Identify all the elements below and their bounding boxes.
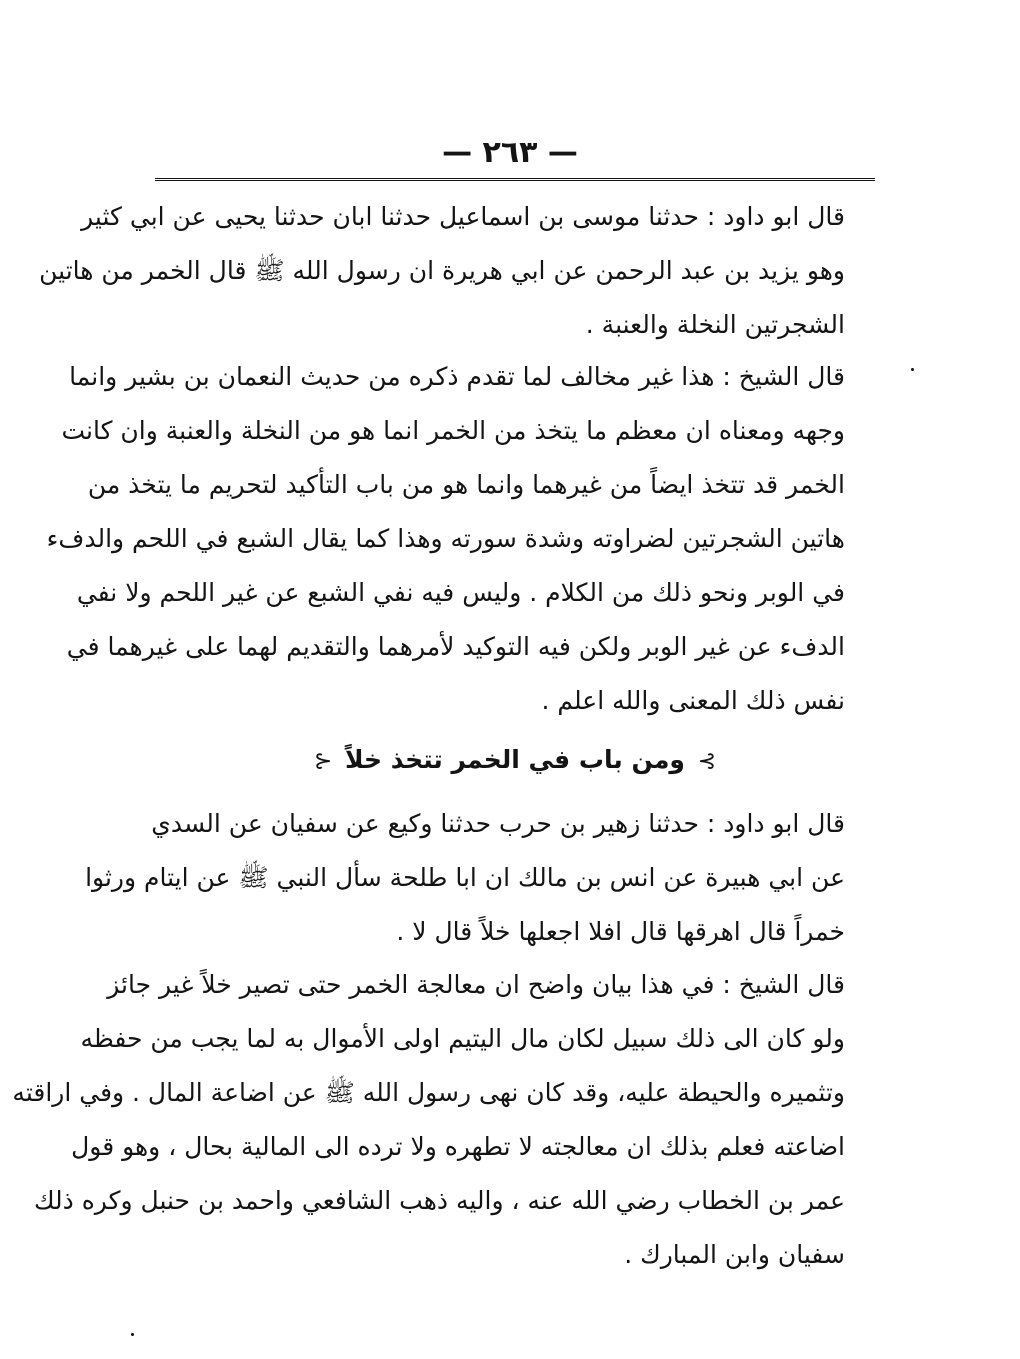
text-line: وجهه ومعناه ان معظم ما يتخذ من الخمر انما هو من النخلة والعنبة وان كانت: [61, 416, 845, 445]
text-line: وهو يزيد بن عبد الرحمن عن ابي هريرة ان رسول الله ﷺ قال الخمر من هاتين: [39, 256, 845, 285]
ornament-right-icon: ⊱: [697, 749, 717, 774]
chapter-heading: [155, 735, 875, 787]
paragraph-hadith-1: [39, 190, 845, 352]
text-line: خمراً قال اهرقها قال افلا اجعلها خلاً قال لا .: [396, 917, 845, 946]
paragraph-commentary-1: [46, 350, 845, 728]
text-line: الشجرتين النخلة والعنبة .: [585, 310, 845, 339]
text-line: اضاعته فعلم بذلك ان معالجته لا تطهره ولا ترده الى المالية بحال ، وهو قول: [71, 1132, 845, 1161]
page-number: — ٢٦٣ —: [442, 135, 578, 170]
text-line: ولو كان الى ذلك سبيل لكان مال اليتيم اولى الأموال به لما يجب من حفظه: [80, 1024, 845, 1053]
text-line: قال ابو داود : حدثنا زهير بن حرب حدثنا وكيع عن سفيان عن السدي: [151, 809, 845, 838]
text-line: قال الشيخ : في هذا بيان واضح ان معالجة الخمر حتى تصير خلاً غير جائز: [107, 970, 845, 999]
text-line: قال ابو داود : حدثنا موسى بن اسماعيل حدثنا ابان حدثنا يحيى عن ابي كثير: [81, 202, 845, 231]
text-line: سفيان وابن المبارك .: [624, 1240, 845, 1269]
text-line: قال الشيخ : هذا غير مخالف لما تقدم ذكره من حديث النعمان بن بشير وانما: [69, 362, 845, 391]
ornament-left-icon: ⊰: [313, 749, 333, 774]
paragraph-commentary-2: [12, 958, 845, 1282]
scan-speck: [131, 1333, 134, 1336]
text-line: هاتين الشجرتين لضراوته وشدة سورته وهذا كما يقال الشبع في اللحم والدفء: [46, 524, 845, 553]
paragraph-hadith-2: [85, 797, 845, 959]
text-line: وتثميره والحيطة عليه، وقد كان نهى رسول الله ﷺ عن اضاعة المال . وفي اراقته: [12, 1078, 845, 1107]
header-rule: [155, 178, 875, 181]
text-line: في الوبر ونحو ذلك من الكلام . وليس فيه نفي الشبع عن غير اللحم ولا نفي: [76, 578, 845, 607]
text-line: الخمر قد تتخذ ايضاً من غيرهما وانما هو من باب التأكيد لتحريم ما يتخذ من: [87, 470, 845, 499]
text-line: الدفء عن غير الوبر ولكن فيه التوكيد لأمرهما والتقديم لهما على غيرهما في: [66, 632, 845, 661]
chapter-title: ومن باب في الخمر تتخذ خلاً: [345, 745, 685, 774]
text-line: عمر بن الخطاب رضي الله عنه ، واليه ذهب الشافعي واحمد بن حنبل وكره ذلك: [33, 1186, 845, 1215]
scan-speck: [911, 368, 914, 371]
text-line: عن ابي هبيرة عن انس بن مالك ان ابا طلحة سأل النبي ﷺ عن ايتام ورثوا: [85, 863, 845, 892]
text-line: نفس ذلك المعنى والله اعلم .: [541, 686, 845, 715]
